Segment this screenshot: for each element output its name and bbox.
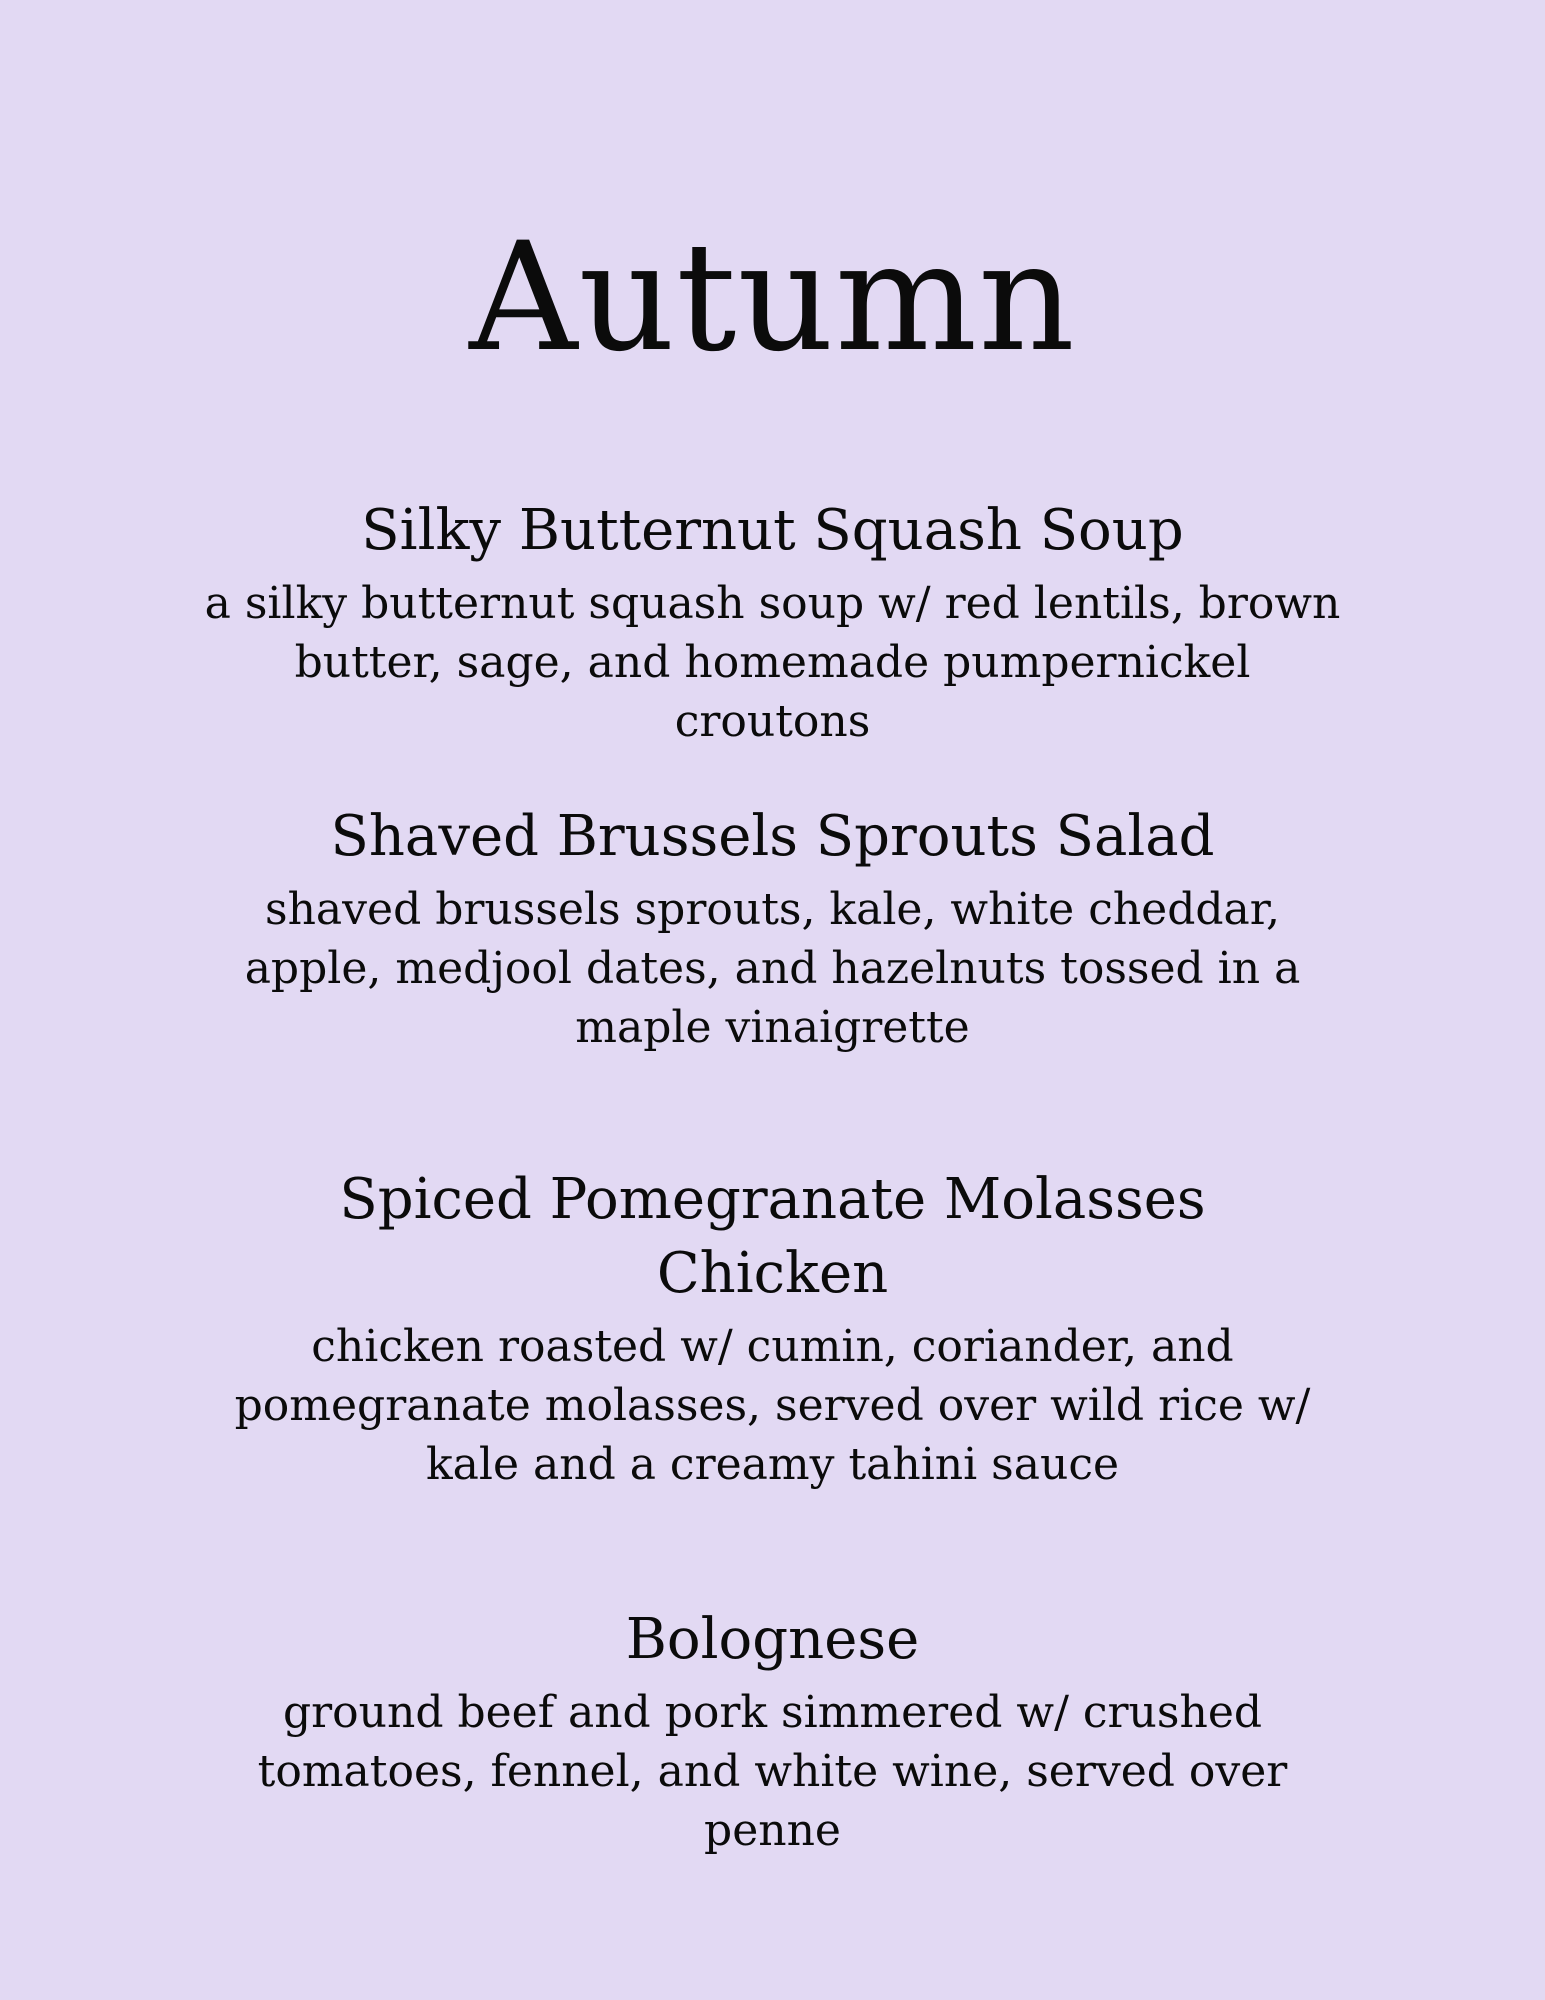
menu-item-chicken	[190, 1163, 1355, 1494]
menu-item-name: Shaved Brussels Sprouts Salad	[330, 804, 1215, 869]
menu-item-name: Silky Butternut Squash Soup	[361, 498, 1184, 563]
menu-item-name: Spiced Pomegranate Molasses Chicken	[339, 1167, 1206, 1306]
menu-item-name: Bolognese	[625, 1607, 920, 1672]
menu-item-description: shaved brussels sprouts, kale, white cheddar, apple, medjool dates, and hazelnuts tossed in a maple vinaigrette	[244, 884, 1301, 1053]
menu-item-description: a silky butternut squash soup w/ red lentils, brown butter, sage, and homemade pumpernickel croutons	[204, 578, 1341, 747]
menu-item-description: ground beef and pork simmered w/ crushed tomatoes, fennel, and white wine, served over penne	[257, 1687, 1288, 1856]
menu-item-bolognese	[190, 1603, 1355, 1860]
menu-item-description: chicken roasted w/ cumin, coriander, and pomegranate molasses, served over wild rice w/ kale and a creamy tahini sauce	[234, 1321, 1311, 1490]
menu-item-salad	[190, 800, 1355, 1057]
menu-title: Autumn	[469, 211, 1076, 385]
menu-item-soup	[190, 494, 1355, 751]
